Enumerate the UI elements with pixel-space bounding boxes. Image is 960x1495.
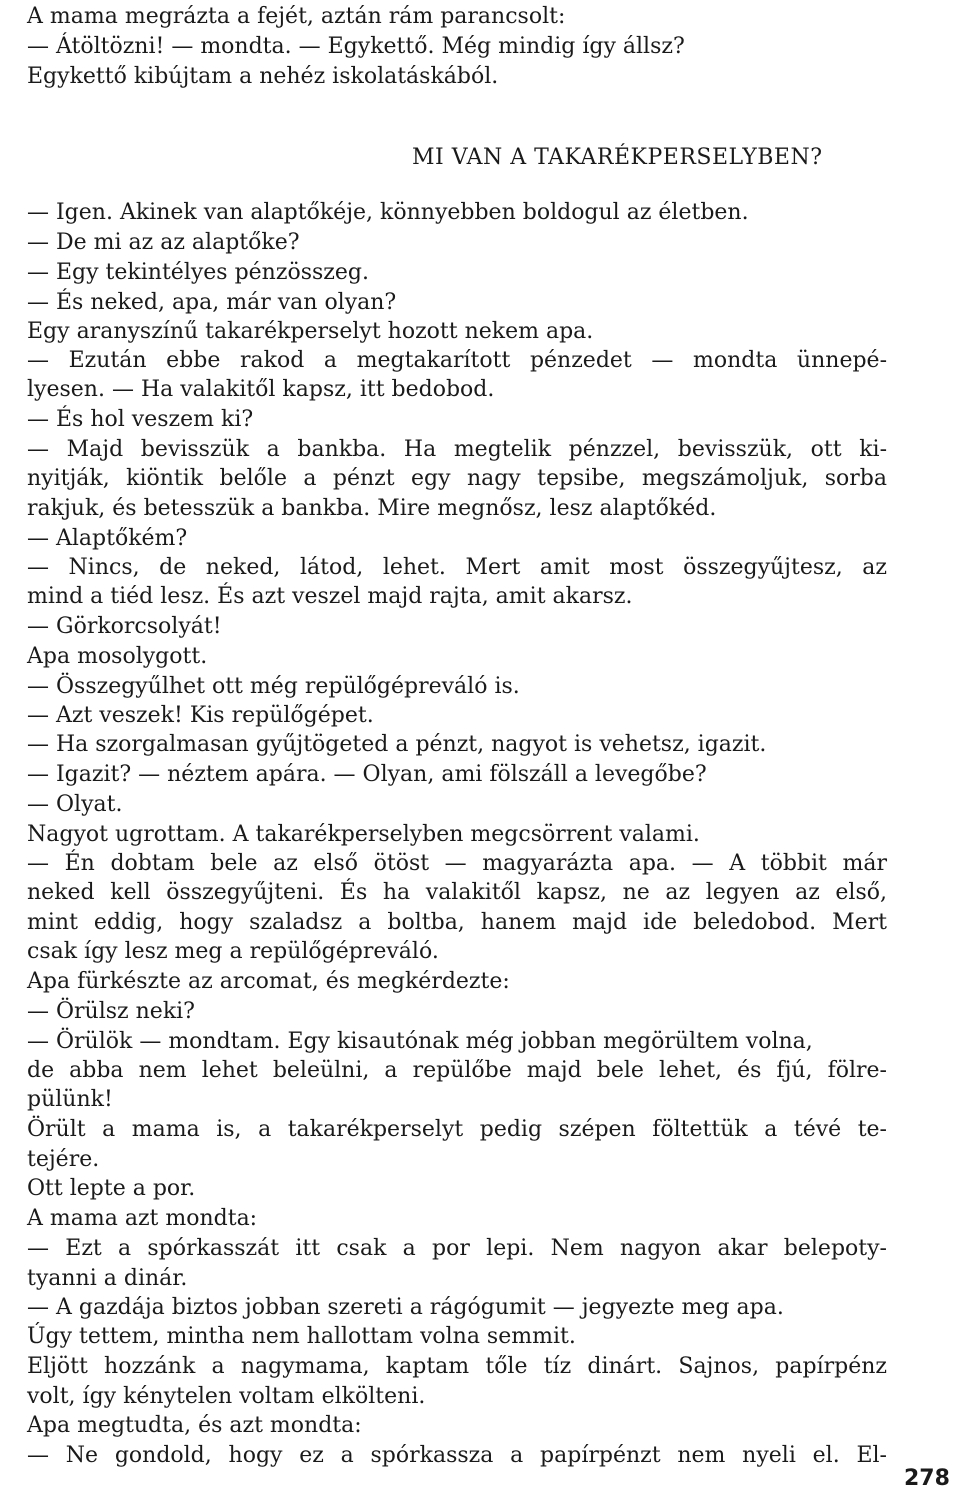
text-line: mind a tiéd lesz. És azt veszel majd rajta, amit akarsz. bbox=[27, 584, 633, 609]
text-line: Nagyot ugrottam. A takarékperselyben megcsörrent valami. bbox=[27, 822, 700, 847]
text-line: Ott lepte a por. bbox=[27, 1176, 196, 1201]
text-line: pülünk! bbox=[27, 1087, 113, 1112]
text-line: — Alaptőkém? bbox=[27, 526, 188, 551]
text-line: — Ezután ebbe rakod a megtakarított pénzedet — mondta ünnepé- bbox=[27, 348, 887, 373]
text-line: Egykettő kibújtam a nehéz iskolatáskából. bbox=[27, 64, 499, 89]
text-line: neked kell összegyűjteni. És ha valakitől kapsz, ne az legyen az első, bbox=[27, 880, 887, 905]
text-line: — Ne gondold, hogy ez a spórkassza a papírpénzt nem nyeli el. El- bbox=[27, 1443, 887, 1468]
text-line: tejére. bbox=[27, 1147, 100, 1172]
text-line: — Görkorcsolyát! bbox=[27, 614, 222, 639]
text-line: — Igazit? — néztem apára. — Olyan, ami fölszáll a levegőbe? bbox=[27, 762, 707, 787]
text-line: rakjuk, és betesszük a bankba. Mire megnősz, lesz alaptőkéd. bbox=[27, 496, 717, 521]
text-line: — Olyat. bbox=[27, 792, 123, 817]
text-line: — És hol veszem ki? bbox=[27, 407, 254, 432]
text-line: de abba nem lehet beleülni, a repülőbe majd bele lehet, és fjú, fölre- bbox=[27, 1058, 887, 1083]
text-line: A mama azt mondta: bbox=[27, 1206, 258, 1231]
text-line: — Összegyűlhet ott még repülőgépreváló is. bbox=[27, 674, 520, 699]
chapter-heading: MI VAN A TAKARÉKPERSELYBEN? bbox=[412, 145, 823, 170]
text-line: Egy aranyszínű takarékperselyt hozott nekem apa. bbox=[27, 319, 594, 344]
text-line: — Egy tekintélyes pénzösszeg. bbox=[27, 260, 369, 285]
text-line: — Ezt a spórkasszát itt csak a por lepi. Nem nagyon akar belepoty- bbox=[27, 1236, 887, 1261]
text-line: — Ha szorgalmasan gyűjtögeted a pénzt, nagyot is vehetsz, igazit. bbox=[27, 732, 767, 757]
text-line: volt, így kénytelen voltam elkölteni. bbox=[27, 1384, 426, 1409]
text-line: — Nincs, de neked, látod, lehet. Mert amit most összegyűjtesz, az bbox=[27, 555, 887, 580]
text-line: tyanni a dinár. bbox=[27, 1266, 188, 1291]
text-line: Örült a mama is, a takarékperselyt pedig szépen föltettük a tévé te- bbox=[27, 1117, 887, 1142]
page-number: 278 bbox=[904, 1466, 950, 1491]
text-line: — De mi az az alaptőke? bbox=[27, 230, 300, 255]
text-line: Apa mosolygott. bbox=[27, 644, 208, 669]
text-line: — Majd bevisszük a bankba. Ha megtelik pénzzel, bevisszük, ott ki- bbox=[27, 437, 887, 462]
text-line: mint eddig, hogy szaladsz a boltba, hanem majd ide beledobod. Mert bbox=[27, 910, 887, 935]
text-line: csak így lesz meg a repülőgépreváló. bbox=[27, 939, 439, 964]
text-line: Eljött hozzánk a nagymama, kaptam tőle tíz dinárt. Sajnos, papírpénz bbox=[27, 1354, 887, 1379]
text-line: — És neked, apa, már van olyan? bbox=[27, 290, 397, 315]
text-line: — A gazdája biztos jobban szereti a rágógumit — jegyezte meg apa. bbox=[27, 1295, 784, 1320]
text-line: — Én dobtam bele az első ötöst — magyarázta apa. — A többit már bbox=[27, 851, 887, 876]
text-line: Apa megtudta, és azt mondta: bbox=[27, 1413, 362, 1438]
text-line: — Azt veszek! Kis repülőgépet. bbox=[27, 703, 374, 728]
text-line: — Igen. Akinek van alaptőkéje, könnyebben boldogul az életben. bbox=[27, 200, 749, 225]
text-line: — Örülsz neki? bbox=[27, 999, 195, 1024]
text-line: nyitják, kiöntik belőle a pénzt egy nagy tepsibe, megszámoljuk, sorba bbox=[27, 466, 887, 491]
text-line: — Örülök — mondtam. Egy kisautónak még jobban megörültem volna, bbox=[27, 1029, 813, 1054]
text-line: A mama megrázta a fejét, aztán rám parancsolt: bbox=[27, 4, 566, 29]
text-line: — Átöltözni! — mondta. — Egykettő. Még mindig így állsz? bbox=[27, 34, 685, 59]
text-line: Apa fürkészte az arcomat, és megkérdezte: bbox=[27, 969, 510, 994]
text-line: lyesen. — Ha valakitől kapsz, itt bedobod. bbox=[27, 377, 495, 402]
text-line: Úgy tettem, mintha nem hallottam volna semmit. bbox=[27, 1324, 576, 1349]
